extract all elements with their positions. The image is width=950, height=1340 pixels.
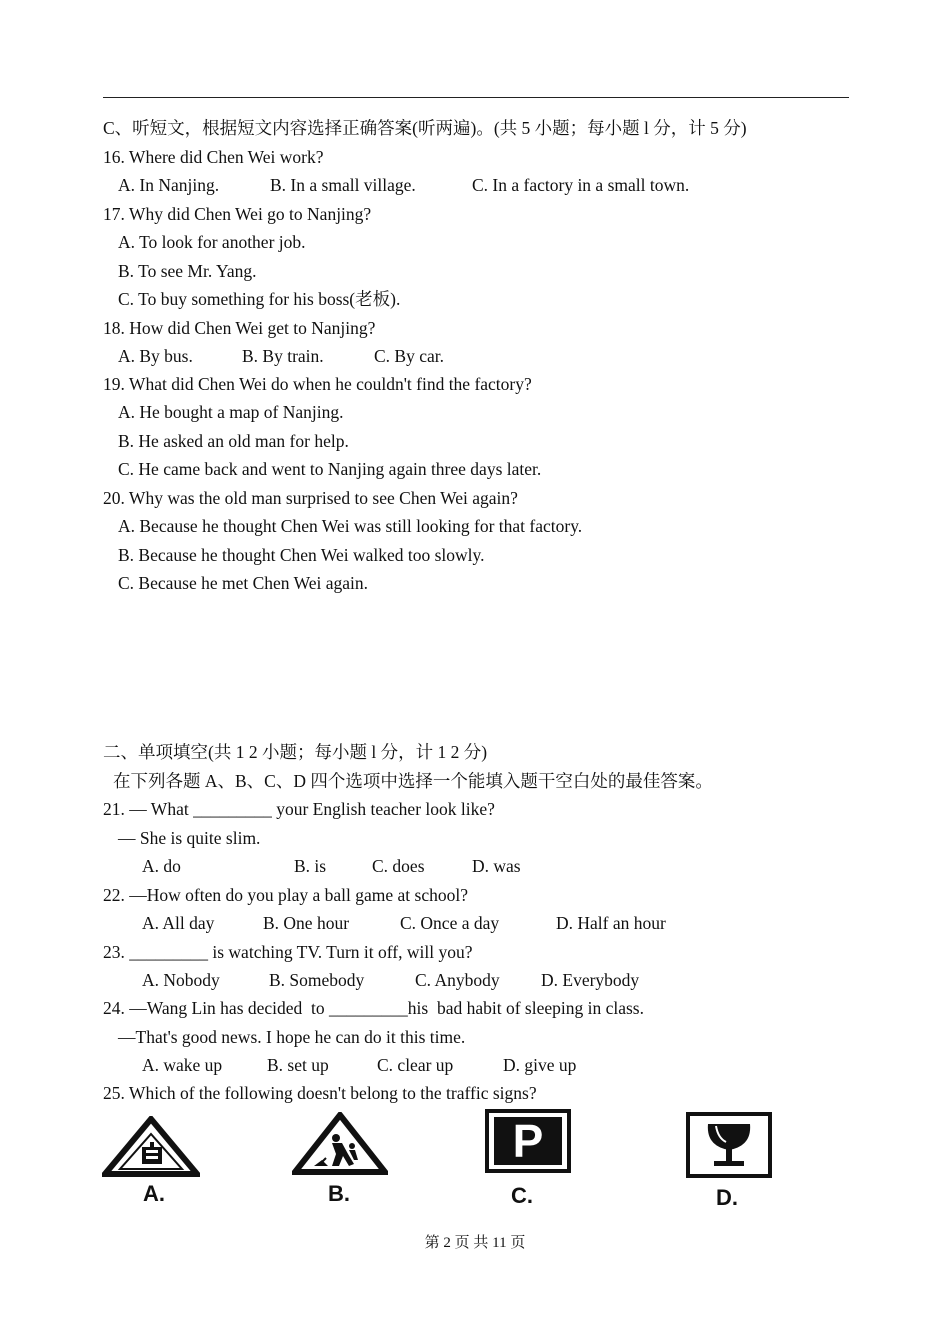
q24-option-b: B. set up [267, 1055, 329, 1075]
q21-option-a: A. do [142, 856, 181, 876]
q23-option-c: C. Anybody [415, 970, 500, 990]
question-22: 22. —How often do you play a ball game at school? [103, 885, 468, 905]
sign-d-fragile-glass-icon [686, 1112, 772, 1178]
question-21: 21. — What _________ your English teacher look like? [103, 799, 495, 819]
question-17: 17. Why did Chen Wei go to Nanjing? [103, 204, 372, 224]
sign-b-children-crossing-icon [292, 1112, 388, 1176]
header-rule [103, 97, 849, 98]
q20-option-c: C. Because he met Chen Wei again. [118, 573, 368, 593]
q16-option-c: C. In a factory in a small town. [472, 175, 690, 195]
q23-option-d: D. Everybody [541, 970, 640, 990]
q22-option-c: C. Once a day [400, 913, 500, 933]
sign-c-label: C. [511, 1183, 533, 1208]
q19-option-a: A. He bought a map of Nanjing. [118, 402, 344, 422]
q24-option-a: A. wake up [142, 1055, 223, 1075]
q21-reply: — She is quite slim. [118, 828, 261, 848]
question-20: 20. Why was the old man surprised to see Chen Wei again? [103, 488, 518, 508]
q20-option-b: B. Because he thought Chen Wei walked too slowly. [118, 545, 485, 565]
q18-option-b: B. By train. [242, 346, 324, 366]
q24-reply: —That's good news. I hope he can do it this time. [118, 1027, 466, 1047]
sign-b-label: B. [328, 1181, 350, 1206]
q21-option-b: B. is [294, 856, 327, 876]
q22-option-a: A. All day [142, 913, 215, 933]
question-18: 18. How did Chen Wei get to Nanjing? [103, 318, 376, 338]
question-23: 23. _________ is watching TV. Turn it off, will you? [103, 942, 473, 962]
section-2-heading: 二、单项填空(共 1 2 小题；每小题 l 分，计 1 2 分) [103, 742, 488, 762]
question-16: 16. Where did Chen Wei work? [103, 147, 324, 167]
q23-option-a: A. Nobody [142, 970, 220, 990]
q17-option-c: C. To buy something for his boss(老板). [118, 289, 401, 309]
q20-option-a: A. Because he thought Chen Wei was still looking for that factory. [118, 516, 583, 536]
q24-option-c: C. clear up [377, 1055, 454, 1075]
q22-option-b: B. One hour [263, 913, 350, 933]
section-2-instruction: 在下列各题 A、B、C、D 四个选项中选择一个能填入题干空白处的最佳答案。 [113, 771, 713, 791]
q17-option-b: B. To see Mr. Yang. [118, 261, 257, 281]
question-25: 25. Which of the following doesn't belong to the traffic signs? [103, 1083, 537, 1103]
q19-option-b: B. He asked an old man for help. [118, 431, 349, 451]
q21-option-d: D. was [472, 856, 521, 876]
q17-option-a: A. To look for another job. [118, 232, 306, 252]
q18-option-a: A. By bus. [118, 346, 193, 366]
sign-c-letter: P [512, 1115, 544, 1167]
sign-a-label: A. [143, 1181, 165, 1206]
sign-d-label: D. [716, 1185, 738, 1210]
question-19: 19. What did Chen Wei do when he couldn't find the factory? [103, 374, 532, 394]
q24-option-d: D. give up [503, 1055, 577, 1075]
q23-option-b: B. Somebody [269, 970, 365, 990]
q16-option-b: B. In a small village. [270, 175, 416, 195]
q16-option-a: A. In Nanjing. [118, 175, 220, 195]
q21-option-c: C. does [372, 856, 425, 876]
q22-option-d: D. Half an hour [556, 913, 666, 933]
page-footer: 第 2 页 共 11 页 [424, 1235, 526, 1251]
q18-option-c: C. By car. [374, 346, 444, 366]
q19-option-c: C. He came back and went to Nanjing again three days later. [118, 459, 542, 479]
question-24: 24. —Wang Lin has decided to _________his bad habit of sleeping in class. [103, 998, 644, 1018]
sign-a-warning-triangle-icon [102, 1116, 200, 1178]
section-c-heading: C、听短文，根据短文内容选择正确答案(听两遍)。(共 5 小题；每小题 l 分，计 5 分) [103, 118, 747, 138]
